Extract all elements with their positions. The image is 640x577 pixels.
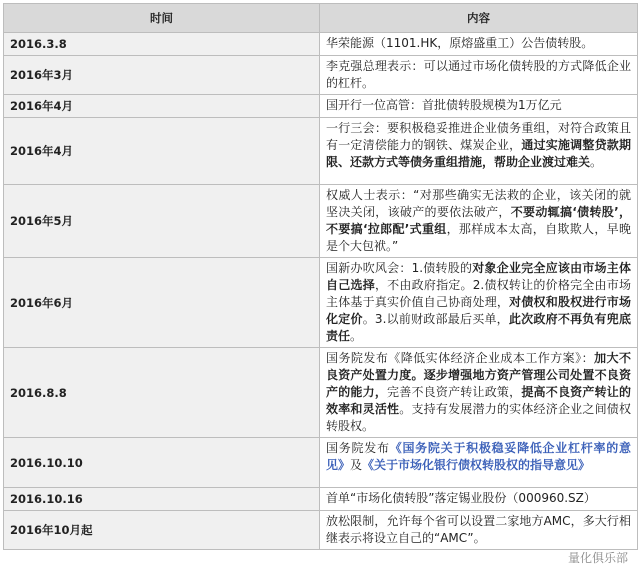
text-segment: 国开行一位高管：首批债转股规模为1万亿元 bbox=[326, 98, 562, 112]
row-date: 2016年6月 bbox=[4, 258, 320, 348]
row-content bbox=[320, 56, 638, 95]
text-segment: 一行三会：要积极稳妥推进企业债务重组，对符合政策且有一定清偿能力的钢铁、煤炭企业， bbox=[326, 121, 631, 152]
text-segment: 首单“市场化债转股”落定锡业股份（000960.SZ） bbox=[326, 491, 596, 505]
document-link[interactable]: 《国务院关于积极稳妥降低企业杠杆率的意见》 bbox=[326, 441, 631, 472]
table-row bbox=[4, 488, 638, 511]
row-date: 2016年4月 bbox=[4, 118, 320, 185]
row-date: 2016年5月 bbox=[4, 185, 320, 258]
table-row bbox=[4, 511, 638, 550]
table-row bbox=[4, 33, 638, 56]
text-segment: ，不由政府指定。2.债权转让的价格完全由市场主体基于真实价值自己协商处理， bbox=[326, 278, 631, 309]
text-segment: 。 bbox=[350, 329, 362, 343]
text-segment: 。3.以前财政部最后买单， bbox=[363, 312, 509, 326]
document-link[interactable]: 《关于市场化银行债权转股权的指导意见》 bbox=[362, 458, 590, 472]
text-segment: 完善不良资产转让政策， bbox=[387, 385, 521, 399]
row-date: 2016.10.16 bbox=[4, 488, 320, 511]
table-row bbox=[4, 258, 638, 348]
bold-text: 对债权和股权进行市场化定价 bbox=[326, 295, 631, 326]
row-content bbox=[320, 118, 638, 185]
text-segment: 华荣能源（1101.HK，原熔盛重工）公告债转股。 bbox=[326, 36, 593, 50]
table-header-row bbox=[4, 4, 638, 33]
watermark: 量化俱乐部 bbox=[568, 549, 628, 566]
bold-text: 提高不良资产转让的效率和灵活性 bbox=[326, 385, 631, 416]
text-segment: ，那样成本太高，自欺欺人，早晚是个大包袱。” bbox=[326, 222, 631, 253]
row-content bbox=[320, 33, 638, 56]
bold-text: 此次政府不再负有兜底责任 bbox=[326, 312, 631, 343]
bold-text: 通过实施调整贷款期限、还款方式等债务重组措施，帮助企业渡过难关 bbox=[326, 138, 631, 169]
text-segment: 国务院发布《降低实体经济企业成本工作方案》： bbox=[326, 351, 594, 365]
row-content bbox=[320, 348, 638, 438]
row-content bbox=[320, 185, 638, 258]
text-segment: 及 bbox=[350, 458, 362, 472]
text-segment: 国务院发布 bbox=[326, 441, 390, 455]
bold-text: 对象企业完全应该由市场主体自己选择 bbox=[326, 261, 631, 292]
text-segment: 权威人士表示：“对那些确实无法救的企业，该关闭的就坚决关闭，该破产的要依法破产， bbox=[326, 188, 631, 219]
bold-text: 不要动辄搞‘债转股’，不要搞‘拉郎配’式重组 bbox=[326, 205, 631, 236]
table-row bbox=[4, 95, 638, 118]
table-row bbox=[4, 438, 638, 488]
row-date: 2016年4月 bbox=[4, 95, 320, 118]
header-time: 时间 bbox=[4, 4, 320, 33]
row-content bbox=[320, 95, 638, 118]
table-row bbox=[4, 56, 638, 95]
row-content bbox=[320, 438, 638, 488]
row-date: 2016年3月 bbox=[4, 56, 320, 95]
text-segment: 。 bbox=[590, 155, 602, 169]
bold-text: 加大不良资产处置力度。逐步增强地方资产管理公司处置不良资产的能力， bbox=[326, 351, 631, 399]
header-content: 内容 bbox=[320, 4, 638, 33]
table-row bbox=[4, 348, 638, 438]
table-row bbox=[4, 118, 638, 185]
row-date: 2016.3.8 bbox=[4, 33, 320, 56]
table-row bbox=[4, 185, 638, 258]
row-content bbox=[320, 258, 638, 348]
text-segment: 李克强总理表示：可以通过市场化债转股的方式降低企业的杠杆。 bbox=[326, 59, 631, 90]
text-segment: 国新办吹风会：1.债转股的 bbox=[326, 261, 472, 275]
text-segment: 。支持有发展潜力的实体经济企业之间债权转股权。 bbox=[326, 402, 631, 433]
row-content bbox=[320, 488, 638, 511]
timeline-table bbox=[3, 3, 638, 550]
row-content bbox=[320, 511, 638, 550]
row-date: 2016年10月起 bbox=[4, 511, 320, 550]
text-segment: 放松限制，允许每个省可以设置二家地方AMC，多大行相继表示将设立自己的“AMC”。 bbox=[326, 514, 631, 545]
row-date: 2016.10.10 bbox=[4, 438, 320, 488]
row-date: 2016.8.8 bbox=[4, 348, 320, 438]
